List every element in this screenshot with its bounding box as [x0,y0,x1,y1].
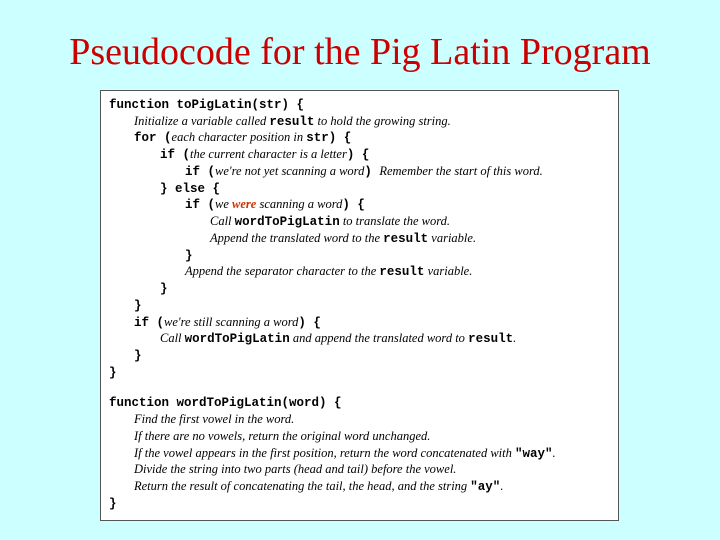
code-line: for (each character position in str) { [134,130,352,145]
code-line: Call wordToPigLatin and append the translated word to result. [160,331,517,346]
code-line: } [185,249,193,263]
code-line: Return the result of concatenating the tail, the head, and the string "ay". [134,479,504,494]
code-line: Append the translated word to the result variable. [210,231,477,246]
code-line: If the vowel appears in the first position, return the word concatenated with "way". [134,446,556,461]
code-line: } [160,282,168,296]
code-line: if (we're still scanning a word) { [134,315,321,330]
code-line: if (we were scanning a word) { [185,197,365,212]
emphasis-word: were [232,197,257,211]
code-line: function wordToPigLatin(word) { [109,396,342,410]
code-line: Find the first vowel in the word. [134,412,295,426]
code-line: } else { [160,182,221,196]
code-line: } [109,366,117,380]
code-line: } [109,497,117,511]
code-line: function toPigLatin(str) { [109,98,305,112]
pseudocode-box [100,90,619,521]
code-line: } [134,349,142,363]
code-line: Call wordToPigLatin to translate the word. [210,214,451,229]
code-line: if (we're not yet scanning a word) Remember the start of this word. [185,164,543,179]
code-line: Initialize a variable called result to hold the growing string. [134,114,451,129]
code-line: Divide the string into two parts (head and tail) before the vowel. [134,462,457,476]
code-line: If there are no vowels, return the original word unchanged. [134,429,431,443]
code-line: } [134,299,142,313]
code-line: if (the current character is a letter) { [160,147,370,162]
code-line: Append the separator character to the result variable. [185,264,473,279]
slide-title: Pseudocode for the Pig Latin Program [69,31,651,73]
